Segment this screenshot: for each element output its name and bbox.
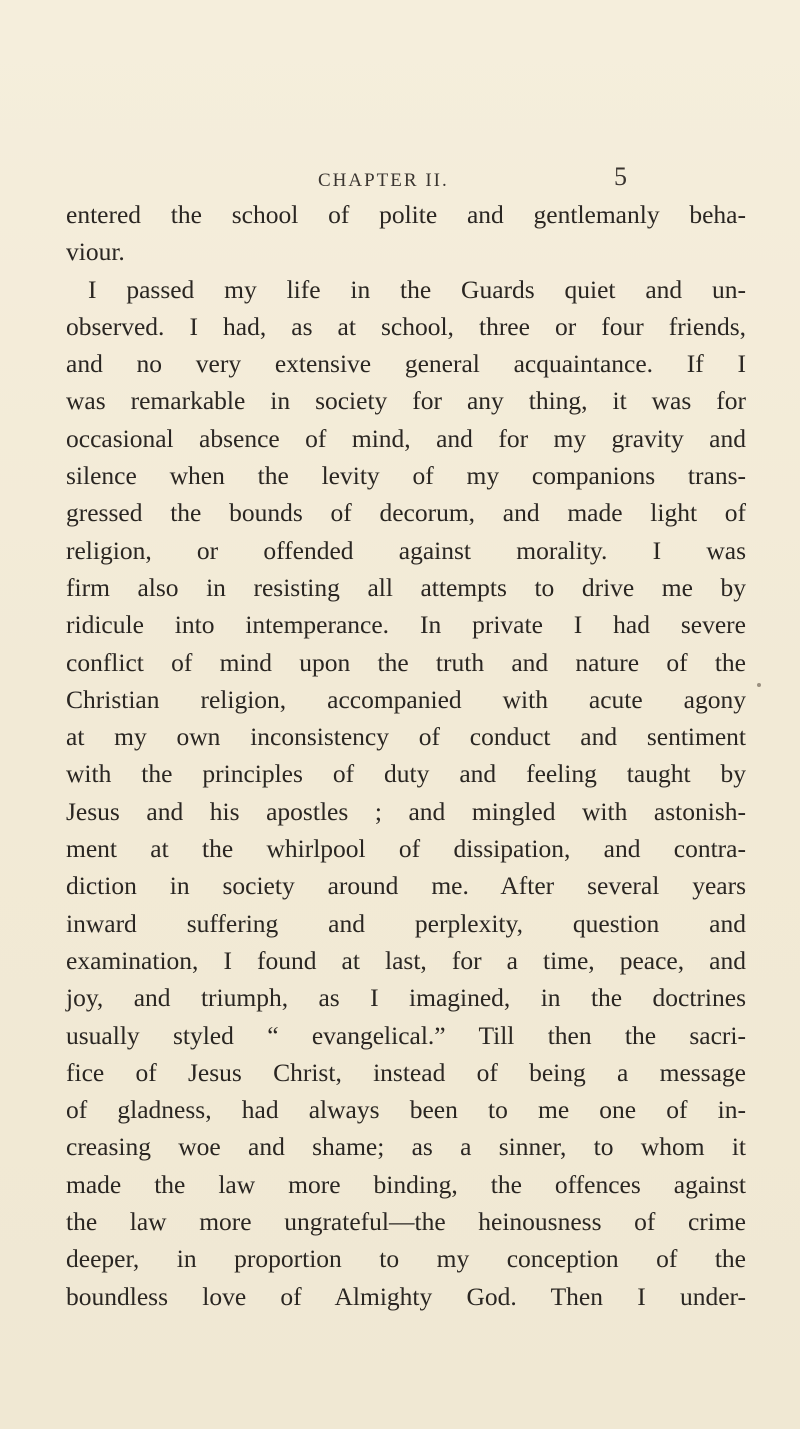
page-number: 5 (614, 162, 627, 191)
text-line: diction in society around me. After several years (66, 871, 746, 901)
margin-mark (757, 683, 761, 687)
text-line: firm also in resisting all attempts to drive me by (66, 572, 746, 602)
text-line: observed. I had, as at school, three or four friends, (66, 311, 746, 341)
text-line: was remarkable in society for any thing, it was for (66, 386, 746, 416)
text-line: and no very extensive general acquaintance. If I (66, 349, 746, 379)
text-line: boundless love of Almighty God. Then I under- (66, 1281, 746, 1311)
text-line: joy, and triumph, as I imagined, in the doctrines (66, 983, 746, 1013)
text-line: occasional absence of mind, and for my gravity and (66, 423, 746, 453)
text-line: usually styled “ evangelical.” Till then the sacri- (66, 1020, 746, 1050)
text-line: with the principles of duty and feeling taught by (66, 759, 746, 789)
text-line: ridicule into intemperance. In private I had severe (66, 610, 746, 640)
text-line: I passed my life in the Guards quiet and un- (88, 274, 746, 304)
text-line: ment at the whirlpool of dissipation, and contra- (66, 834, 746, 864)
text-line: silence when the levity of my companions trans- (66, 461, 746, 491)
text-line: deeper, in proportion to my conception of the (66, 1244, 746, 1274)
text-line: Christian religion, accompanied with acute agony (66, 684, 746, 714)
text-line: at my own inconsistency of conduct and sentiment (66, 722, 746, 752)
text-line: inward suffering and perplexity, question and (66, 908, 746, 938)
text-line: religion, or offended against morality. I was (66, 535, 746, 565)
text-line: entered the school of polite and gentlemanly beha- (66, 200, 746, 229)
text-line: viour. (66, 237, 125, 267)
text-line: made the law more binding, the offences against (66, 1169, 746, 1199)
text-line: fice of Jesus Christ, instead of being a message (66, 1057, 746, 1087)
chapter-heading: CHAPTER II. (318, 170, 449, 191)
running-head (0, 160, 800, 200)
text-line: Jesus and his apostles ; and mingled with astonish- (66, 796, 746, 826)
body-text (66, 196, 746, 1315)
text-line: conflict of mind upon the truth and nature of the (66, 647, 746, 677)
text-line: examination, I found at last, for a time, peace, and (66, 945, 746, 975)
text-line: creasing woe and shame; as a sinner, to whom it (66, 1132, 746, 1162)
text-line: gressed the bounds of decorum, and made light of (66, 498, 746, 528)
text-line: of gladness, had always been to me one of in- (66, 1095, 746, 1125)
text-line: the law more ungrateful—the heinousness of crime (66, 1207, 746, 1237)
